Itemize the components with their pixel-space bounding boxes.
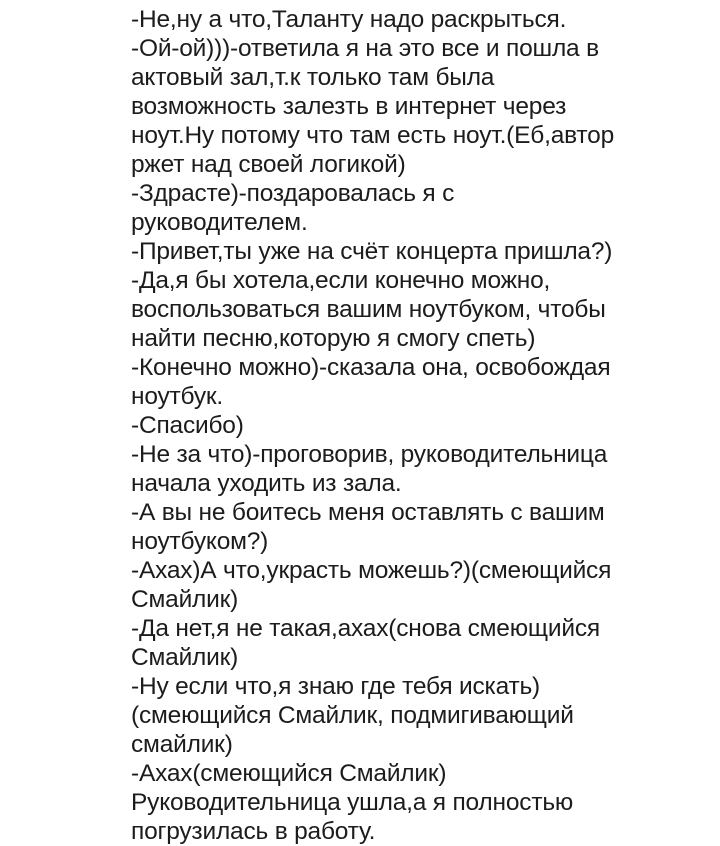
text-line: -Ахах)А что,украсть можешь?)(смеющийся: [131, 557, 612, 584]
text-line: -Ой-ой)))-ответила я на это все и пошла в: [131, 35, 599, 62]
text-line: -А вы не боитесь меня оставлять с вашим: [131, 499, 605, 526]
text-line: (смеющийся Смайлик, подмигивающий: [131, 702, 574, 729]
story-text: [131, 5, 661, 846]
text-line: начала уходить из зала.: [131, 470, 402, 497]
text-line: -Здрасте)-поздаровалась я с: [131, 180, 455, 207]
text-line: -Спасибо): [131, 412, 244, 439]
text-line: -Конечно можно)-сказала она, освобождая: [131, 354, 611, 381]
text-line: актовый зал,т.к только там была: [131, 64, 495, 91]
text-line: ноутбук.: [131, 383, 224, 410]
text-line: ноутбуком?): [131, 528, 269, 555]
text-line: Смайлик): [131, 644, 239, 671]
text-line: руководителем.: [131, 209, 308, 236]
text-line: Смайлик): [131, 586, 239, 613]
text-line: -Ахах(смеющийся Смайлик): [131, 760, 447, 787]
text-line: Руководительница ушла,а я полностью: [131, 789, 574, 816]
text-line: -Да нет,я не такая,ахах(снова смеющийся: [131, 615, 600, 642]
text-line: возможность залезть в интернет через: [131, 93, 567, 120]
text-line: погрузилась в работу.: [131, 818, 376, 845]
text-line: ноут.Ну потому что там есть ноут.(Еб,автор: [131, 122, 615, 149]
text-line: -Не за что)-проговорив, руководительница: [131, 441, 608, 468]
text-line: -Привет,ты уже на счёт концерта пришла?): [131, 238, 613, 265]
text-line: воспользоваться вашим ноутбуком, чтобы: [131, 296, 606, 323]
text-line: ржет над своей логикой): [131, 151, 406, 178]
text-line: -Ну если что,я знаю где тебя искать): [131, 673, 541, 700]
text-line: -Да,я бы хотела,если конечно можно,: [131, 267, 551, 294]
text-line: смайлик): [131, 731, 233, 758]
text-line: найти песню,которую я смогу спеть): [131, 325, 536, 352]
text-line: -Не,ну а что,Таланту надо раскрыться.: [131, 6, 567, 33]
